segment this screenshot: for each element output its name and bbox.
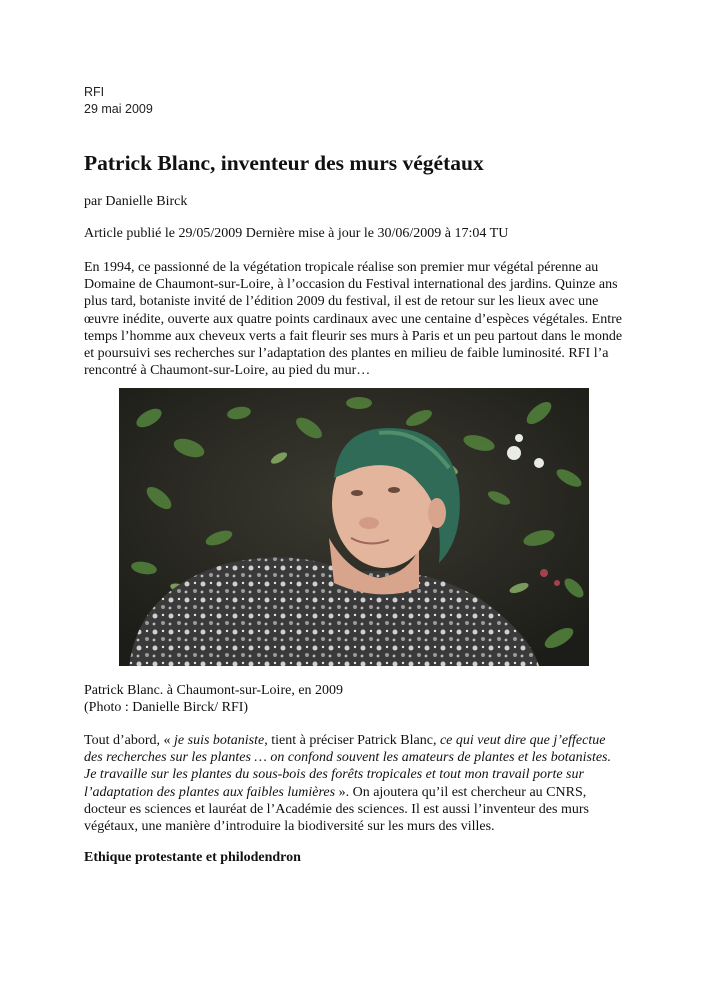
- article-title: Patrick Blanc, inventeur des murs végétaux: [84, 151, 484, 175]
- article-photo: [119, 388, 589, 666]
- article-author: par Danielle Birck: [84, 194, 188, 209]
- header-date: 29 mai 2009: [84, 102, 153, 116]
- caption-line-2: (Photo : Danielle Birck/ RFI): [84, 700, 249, 716]
- body-quote-2: ce qui veut dire que j’effectue des recherches sur les plantes … on confond souvent les amateurs de plantes et les botanistes. Je travaille sur les plantes du sous-bois des forêts tropicales et tout mon travail porte sur l’adaptation des plantes aux faibles lumières: [84, 733, 611, 800]
- source-label: RFI: [84, 85, 105, 99]
- intro-paragraph: En 1994, ce passionné de la végétation tropicale réalise son premier mur végétal pérenne au Domaine de Chaumont-sur-Loire, à l’occasion du Festival international des jardins. Quinze ans plus tard, botaniste invité de l’édition 2009 du festival, il est de retour sur les lieux avec une œuvre inédite, ouverte aux quatre points cardinaux avec une centaine d’espèces végétales. Entre temps l’homme aux cheveux verts a fait fleurir ses murs à Paris et un peu partout dans le monde et poursuivi ses recherches sur l’adaptation des plantes en milieu de faible luminosité. RFI l’a rencontré à Chaumont-sur-Loire, au pied du mur…: [84, 260, 623, 379]
- document-header: [84, 84, 153, 118]
- body-quote-1: je suis botaniste: [174, 733, 265, 748]
- body-text-2: , tient à préciser Patrick Blanc,: [264, 733, 440, 748]
- publication-info: Article publié le 29/05/2009 Dernière mise à jour le 30/06/2009 à 17:04 TU: [84, 226, 509, 241]
- section-subheading: Ethique protestante et philodendron: [84, 850, 301, 865]
- photo-caption: [84, 682, 343, 716]
- body-paragraph: [84, 732, 624, 835]
- caption-line-1: Patrick Blanc. à Chaumont-sur-Loire, en 2009: [84, 683, 344, 698]
- body-text-3: ». On ajoutera qu’il est chercheur au CNRS, docteur es sciences et lauréat de l’Académie des sciences. Il est aussi l’inventeur des murs végétaux, une manière d’introduire la biodiversité sur les murs des villes.: [84, 784, 589, 835]
- body-text-1: Tout d’abord, «: [84, 733, 175, 748]
